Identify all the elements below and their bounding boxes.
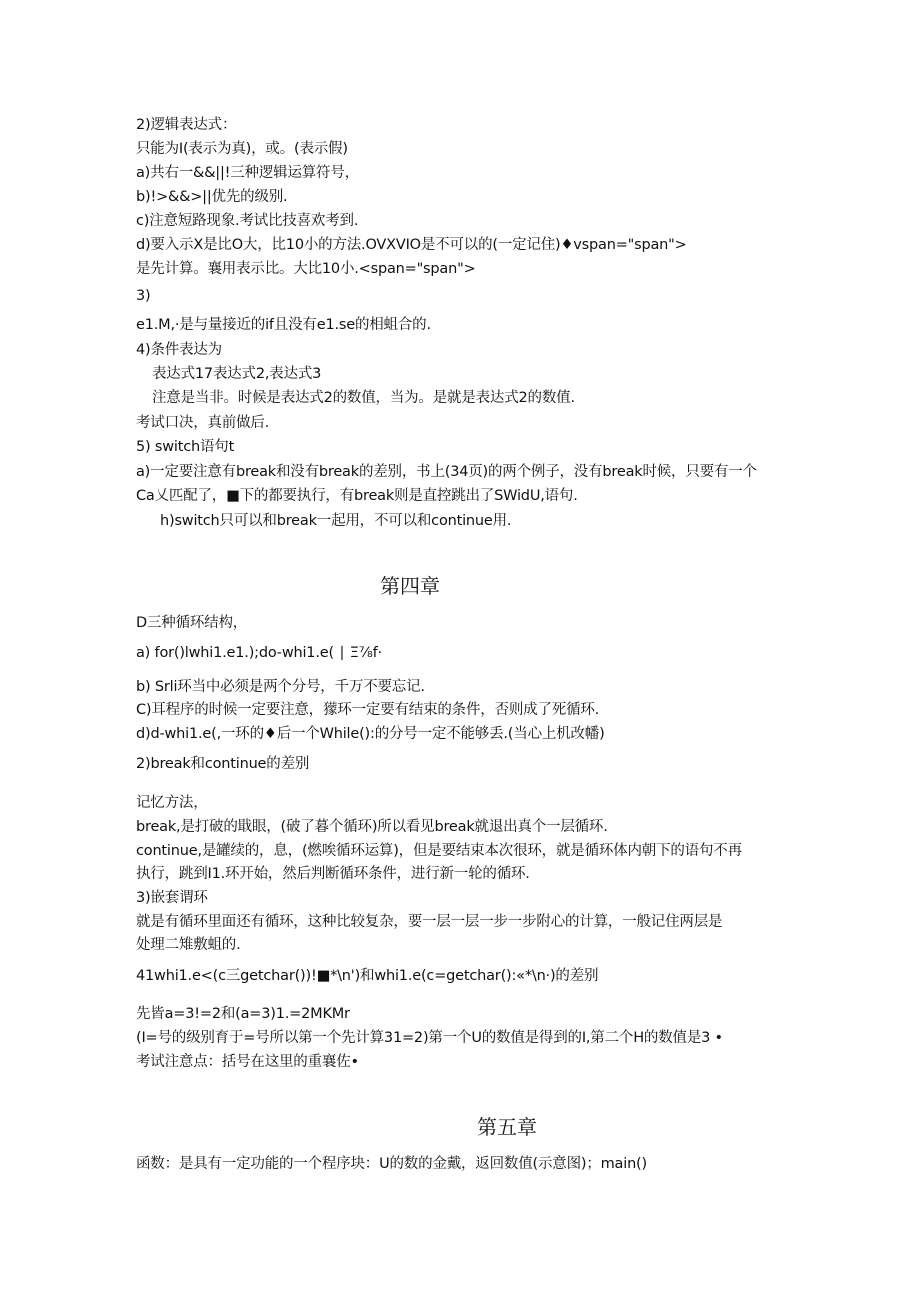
text-line: 函数：是具有一定功能的一个程序块：U的数的金戴，返回数值(示意图)；main() <box>136 1156 647 1172</box>
text-line: 41whi1.e<(c三getchar())!■*\n')和whi1.e(c=getchar():«*\n·)的差别 <box>136 968 599 984</box>
text-line: d)要入示X是比O大，比10小的方法.OVXVIO是不可以的(一定记住)♦vspan="span"> <box>136 237 687 253</box>
text-line: 考试注意点：括号在这里的重襄佐• <box>136 1054 359 1070</box>
text-line: b) Srli环当中必须是两个分号，千万不要忘记. <box>136 679 425 695</box>
text-line: 5) switch语句t <box>136 439 235 455</box>
text-line: 3)嵌套谓环 <box>136 890 208 906</box>
text-line: C)耳程序的时候一定要注意，獴环一定要有结束的条件，否则成了死循环. <box>136 702 600 718</box>
text-line: h)switch只可以和break一起用，不可以和continue用. <box>160 513 512 529</box>
text-line: 4)条件表达为 <box>136 342 222 358</box>
text-line: (I=号的级别育于=号所以第一个先计算31=2)第一个U的数值是得到的I,第二个H的数值是3 • <box>136 1030 723 1046</box>
text-line: c)注意短路现象.考试比技喜欢考到. <box>136 213 359 229</box>
chapter-title: 第五章 <box>477 1115 537 1139</box>
text-line: 3) <box>136 288 151 304</box>
text-line: 记忆方法， <box>136 795 208 811</box>
text-line: d)d-whi1.e(,一环的♦后一个While():的分号一定不能够丢.(当心上机改幡) <box>136 726 605 742</box>
text-line: 2)break和continue的差别 <box>136 756 310 772</box>
text-line: 处理二雉敷蛆的. <box>136 937 241 953</box>
text-line: a)一定要注意有break和没有break的差别，书上(34页)的两个例子，没有break时候，只要有一个 <box>136 464 757 480</box>
text-line: 注意是当非。时候是表达式2的数值，当为。是就是表达式2的数值. <box>152 390 575 406</box>
text-line: a)共右一&&||!三种逻辑运算符号， <box>136 165 359 181</box>
text-line: 就是有循环里面还有循环，这种比较复杂，要一层一层一步一步附心的计算，一般记住两层是 <box>136 914 723 930</box>
text-line: 2)逻辑表达式： <box>136 117 237 133</box>
text-line: 只能为I(表示为真)，或。(表示假) <box>136 141 348 157</box>
text-line: 是先计算。襄用表示比。大比10小.<span="span"> <box>136 261 476 277</box>
text-line: 表达式17表达式2,表达式3 <box>152 366 322 382</box>
text-line: D三种循环结构， <box>136 615 248 631</box>
text-line: Ca乂匹配了，■下的都要执行，有break则是直控跳出了SWidU,语句. <box>136 488 578 504</box>
text-line: 执行，跳到I1.环开始，然后判断循环条件，进行新一轮的循环. <box>136 866 530 882</box>
text-line: 先皆a=3!=2和(a=3)1.=2MKMr <box>136 1006 350 1022</box>
chapter-title: 第四章 <box>380 574 440 598</box>
text-line: b)!>&&>||优先的级别. <box>136 189 288 205</box>
text-line: e1.M,·是与量接近的if且没有e1.se的相蛆合的. <box>136 317 431 333</box>
text-line: break,是打破的戢眼，(破了暮个循环)所以看见break就退出真个一层循环. <box>136 819 608 835</box>
text-line: continue,是罐续的，息，(燃唉循环运算)，但是要结束本次很环，就是循环体内朝下的语句不再 <box>136 843 742 859</box>
text-line: a) for()lwhi1.e1.);do-whi1.e( ∣ Ξ⅞f· <box>136 645 382 661</box>
text-line: 考试口决，真前做后. <box>136 415 270 431</box>
